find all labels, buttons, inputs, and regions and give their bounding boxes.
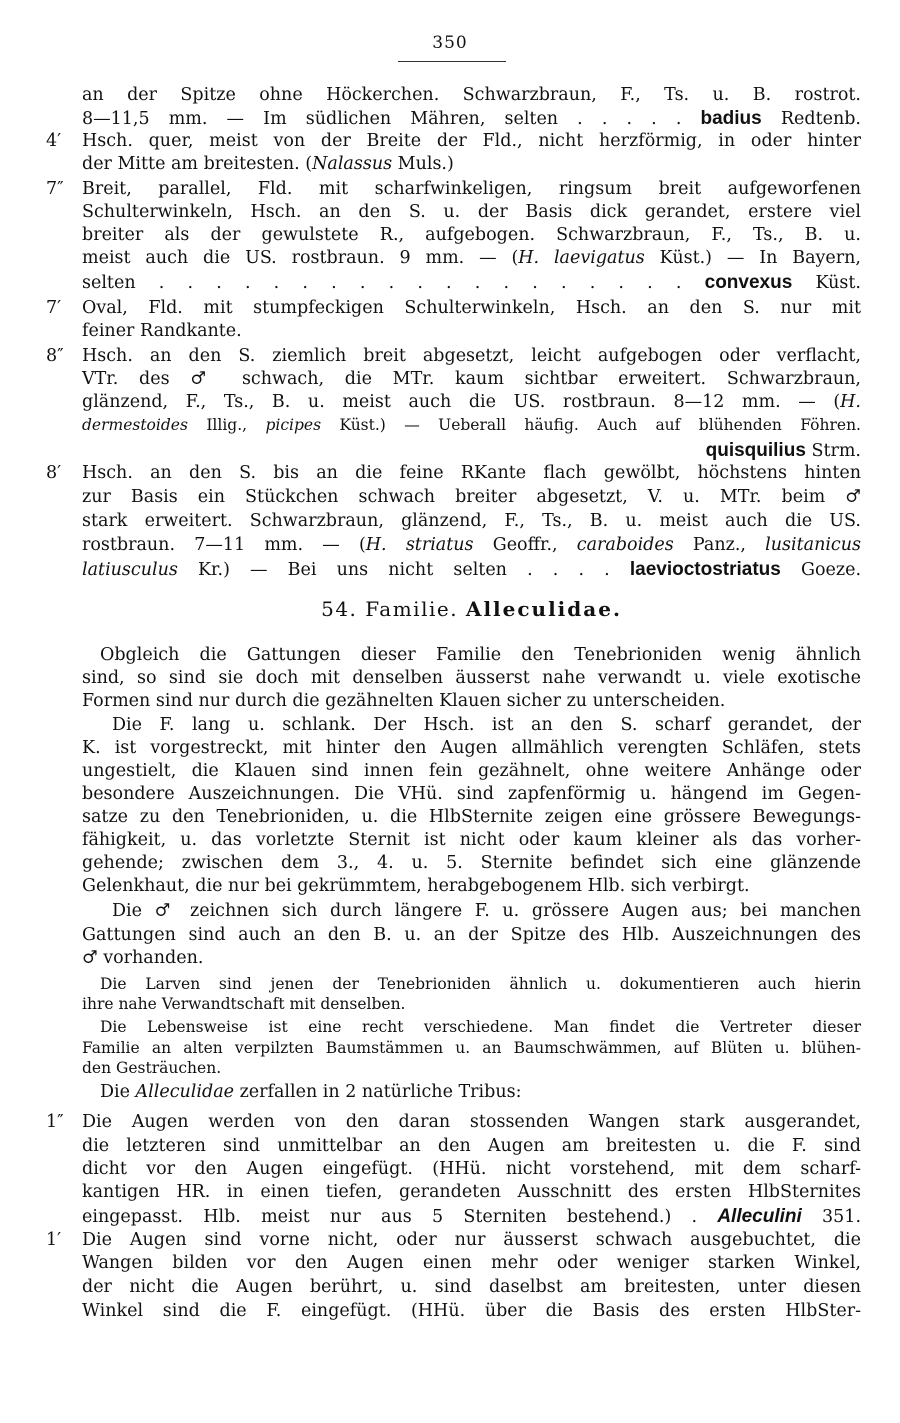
species-synonym: picipes	[265, 416, 322, 434]
species-synonym: H. laevigatus	[518, 248, 645, 268]
text-line: Hsch. quer, meist von der Breite der Fld., nicht herzförmig, in oder hinter	[82, 131, 861, 151]
text-line: sind, so sind sie doch mit denselben äusserst nahe verwandt u. viele exotische	[82, 668, 861, 688]
text-line: gehende; zwischen dem 3., 4. u. 5. Sternite befindet sich eine glänzende	[82, 853, 861, 873]
text-line: Gelenkhaut, die nur bei gekrümmtem, herabgebogenem Hlb. sich verbirgt.	[82, 876, 750, 896]
text-line: besondere Auszeichnungen. Die VHü. sind zapfenförmig u. hängend im Gegen-	[82, 784, 861, 804]
text-line: Die F. lang u. schlank. Der Hsch. ist an den S. scharf gerandet, der	[112, 715, 861, 735]
tribe-name: Alleculini	[717, 1206, 802, 1227]
text-line: K. ist vorgestreckt, mit hinter den Augen allmählich verengten Schläfen, stets	[82, 738, 861, 758]
text-line: Schulterwinkeln, Hsch. an den S. u. der Basis dick gerandet, erstere viel	[82, 202, 861, 222]
species-name: convexus	[704, 272, 793, 293]
species-synonym: H. striatus	[365, 535, 474, 555]
key-marker: 7″	[46, 179, 64, 199]
text-line: feiner Randkante.	[82, 321, 242, 341]
key-marker: 4′	[46, 131, 62, 151]
text-line: Wangen bilden vor den Augen einen mehr oder weniger starken Winkel,	[82, 1253, 861, 1273]
text-line: eingepasst. Hlb. meist nur aus 5 Sterniten bestehend.) . Alleculini 351.	[82, 1206, 862, 1227]
text-line: Winkel sind die F. eingefügt. (HHü. über die Basis des ersten HlbSter-	[82, 1301, 861, 1321]
text-line: Formen sind nur durch die gezähnelten Klauen sicher zu unterscheiden.	[82, 691, 726, 711]
text-line: zur Basis ein Stückchen schwach breiter abgesetzt, V. u. MTr. beim ♂	[82, 487, 861, 507]
text-line: fähigkeit, u. das vorletzte Sternit ist nicht oder kaum kleiner als das vorher-	[82, 830, 861, 850]
text-line: ungestielt, die Klauen sind innen fein gezähnelt, ohne weitere Anhänge oder	[82, 761, 861, 781]
species-synonym: dermestoides	[82, 416, 188, 434]
text-line: Hsch. an den S. ziemlich breit abgesetzt, leicht aufgebogen oder verflacht,	[82, 346, 861, 366]
text-line: kantigen HR. in einen tiefen, gerandeten Ausschnitt des ersten HlbSternites	[82, 1182, 861, 1202]
key-marker: 1′	[46, 1230, 62, 1250]
text-line: Die Lebensweise ist eine recht verschiedene. Man findet die Vertreter dieser	[100, 1018, 861, 1036]
text-line: satze zu den Tenebrioniden, u. die HlbSternite zeigen eine grössere Bewegungs-	[82, 807, 861, 827]
species-name: badius	[700, 108, 762, 129]
species-name: quisquilius	[705, 440, 806, 461]
family-name: Alleculidae	[135, 1082, 234, 1102]
text-line: Obgleich die Gattungen dieser Familie den Tenebrioniden wenig ähnlich	[100, 645, 861, 665]
section-heading: 54. Familie. Alleculidae.	[321, 597, 622, 621]
text-line: latiusculus Kr.) — Bei uns nicht selten . . . . laevioctostriatus Goeze.	[82, 559, 862, 580]
text-line: der Mitte am breitesten. (Nalassus Muls.)	[82, 154, 454, 174]
text-line: Die Augen werden von den daran stossenden Wangen stark ausgerandet,	[82, 1112, 861, 1132]
key-marker: 8″	[46, 346, 64, 366]
text-line: 8—11,5 mm. — Im südlichen Mähren, selten . . . . . badius Redtenb.	[82, 108, 861, 129]
species-synonym: latiusculus	[82, 560, 178, 580]
key-marker: 7′	[46, 298, 62, 318]
text-line: dermestoides Illig., picipes Küst.) — Ueberall häufig. Auch auf blühenden Föhren.	[82, 416, 861, 434]
text-line: selten . . . . . . . . . . . . . . . . . . . convexus Küst.	[82, 272, 861, 293]
text-line: der nicht die Augen berührt, u. sind daselbst am breitesten, unter diesen	[82, 1277, 861, 1297]
text-line: stark erweitert. Schwarzbraun, glänzend, F., Ts., B. u. meist auch die US.	[82, 511, 861, 531]
header-rule	[398, 61, 506, 62]
species-synonym: lusitanicus	[765, 535, 861, 555]
text-line: rostbraun. 7—11 mm. — (H. striatus Geoffr., caraboides Panz., lusitanicus	[82, 535, 861, 555]
text-line: Die ♂ zeichnen sich durch längere F. u. grössere Augen aus; bei manchen	[112, 901, 861, 921]
text-line: an der Spitze ohne Höckerchen. Schwarzbraun, F., Ts. u. B. rostrot.	[82, 85, 861, 105]
text-line: Gattungen sind auch an den B. u. an der Spitze des Hlb. Auszeichnungen des	[82, 925, 861, 945]
text-line: Oval, Fld. mit stumpfeckigen Schulterwinkeln, Hsch. an den S. nur mit	[82, 298, 861, 318]
key-marker: 8′	[46, 463, 62, 483]
key-marker: 1″	[46, 1112, 64, 1132]
genus-name: Nalassus	[312, 154, 393, 174]
species-name: laevioctostriatus	[629, 559, 781, 580]
text-line: Familie an alten verpilzten Baumstämmen u. an Baumschwämmen, auf Blüten u. blühen-	[82, 1039, 861, 1057]
species-synonym: caraboides	[576, 535, 674, 555]
text-line: dicht vor den Augen eingefügt. (HHü. nicht vorstehend, mit dem scharf-	[82, 1159, 861, 1179]
text-line: Die Augen sind vorne nicht, oder nur äusserst schwach ausgebuchtet, die	[82, 1230, 861, 1250]
text-line: VTr. des ♂ schwach, die MTr. kaum sichtbar erweitert. Schwarzbraun,	[82, 369, 861, 389]
text-line: breiter als der gewulstete R., aufgebogen. Schwarzbraun, F., Ts., B. u.	[82, 225, 861, 245]
paragraph-tribus: Die Alleculidae zerfallen in 2 natürliche Tribus:	[100, 1082, 522, 1102]
family-title: Alleculidae.	[465, 597, 622, 621]
text-line: glänzend, F., Ts., B. u. meist auch die US. rostbraun. 8—12 mm. — (H.	[82, 392, 861, 412]
text-line: Die Larven sind jenen der Tenebrioniden ähnlich u. dokumentieren auch hierin	[100, 975, 861, 993]
text-line: meist auch die US. rostbraun. 9 mm. — (H. laevigatus Küst.) — In Bayern,	[82, 248, 861, 268]
text-line: den Gesträuchen.	[82, 1059, 222, 1077]
page-number: 350	[432, 33, 468, 53]
text-line: Hsch. an den S. bis an die feine RKante flach gewölbt, höchstens hinten	[82, 463, 861, 483]
text-line: quisquilius Strm.	[705, 440, 861, 461]
text-line: ihre nahe Verwandtschaft mit denselben.	[82, 995, 406, 1013]
text-line: Breit, parallel, Fld. mit scharfwinkeligen, ringsum breit aufgeworfenen	[82, 179, 861, 199]
text-line: ♂ vorhanden.	[82, 948, 204, 968]
text-line: die letzteren sind unmittelbar an den Augen am breitesten u. die F. sind	[82, 1136, 861, 1156]
